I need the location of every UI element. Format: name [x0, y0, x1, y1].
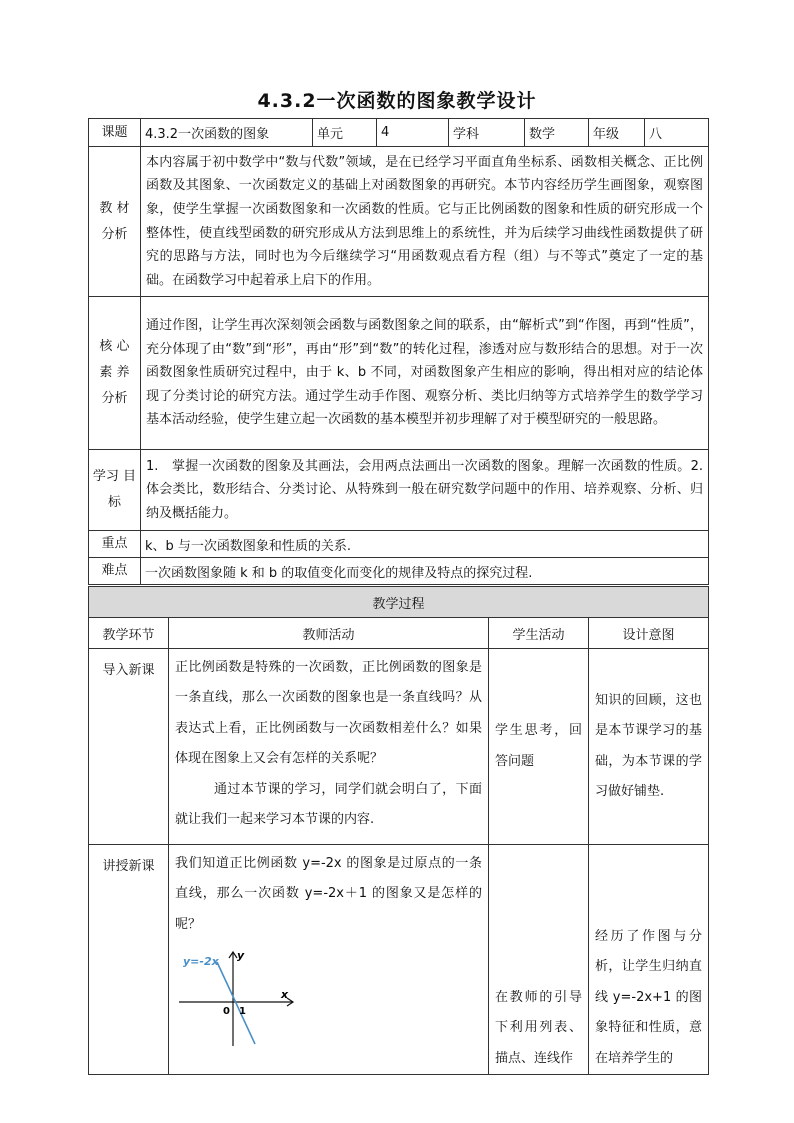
page-title: 4.3.2一次函数的图象教学设计: [257, 90, 537, 112]
grade-label: 年级: [589, 119, 645, 147]
unit-label: 单元: [313, 119, 377, 147]
intent-new: 经历了作图与分析，让学生归纳直线 y=-2x+1 的图象特征和性质，意在培养学生的: [589, 845, 709, 1075]
tick-one-label: 1: [239, 1006, 246, 1018]
key-label: 重点: [89, 531, 141, 558]
header-intent: 设计意图: [589, 618, 709, 649]
origin-label: 0: [223, 1006, 230, 1018]
goals-label: 学习 目标: [89, 450, 141, 531]
stage-new: 讲授新课: [89, 845, 169, 1075]
difficulty-text: 一次函数图象随 k 和 b 的取值变化而变化的规律及特点的探究过程.: [141, 558, 709, 585]
unit-value: 4: [377, 119, 449, 147]
subject-value: 数学: [525, 119, 589, 147]
y-axis-label: y: [237, 949, 245, 963]
intent-intro: 知识的回顾，这也是本节课学习的基础，为本节课的学习做好铺垫.: [589, 649, 709, 845]
literacy-text: 通过作图，让学生再次深刻领会函数与函数图象之间的联系，由“解析式”到“作图，再到“性质”，充分体现了由“数”到“形”，再由“形”到“数”的转化过程，渗透对应与数形结合的思想。对于一次函数图象性质研究过程中，由于 k、b 不同，对函数图象产生相应的影响，得出相对应的结论体现了分类讨论的研究方法。通过学生动手作图、观察分析、类比归纳等方式培养学生的数学学习基本活动经验，使学生建立起一次函数的基本模型并初步理解了对于模型研究的一般思路。: [141, 297, 709, 450]
teacher-intro: [169, 649, 489, 845]
header-student: 学生活动: [489, 618, 589, 649]
process-banner: 教学过程: [89, 587, 709, 618]
grade-value: 八: [645, 119, 709, 147]
student-new: 在教师的引导下利用列表、描点、连线作: [489, 845, 589, 1075]
literacy-label: 核 心 素 养 分析: [89, 297, 141, 450]
course-label: 课题: [89, 119, 141, 147]
teacher-new-p1: 我们知道正比例函数 y=-2x 的图象是过原点的一条直线，那么一次函数 y=-2x＋1 的图象又是怎样的呢？: [175, 856, 482, 932]
function-line: [217, 962, 255, 1044]
graph-y-neg2x: [175, 948, 315, 1048]
stage-intro: 导入新课: [89, 649, 169, 845]
teacher-new: [169, 845, 489, 1075]
x-axis-label: x: [281, 988, 289, 1002]
header-teacher: 教师活动: [169, 618, 489, 649]
difficulty-label: 难点: [89, 558, 141, 585]
analysis-label: 教 材 分析: [89, 147, 141, 297]
student-intro: 学生思考，回答问题: [489, 649, 589, 845]
teacher-intro-p1: 正比例函数是特殊的一次函数，正比例函数的图象是一条直线，那么一次函数的图象也是一条直线吗？从表达式上看，正比例函数与一次函数相差什么？如果体现在图象上又会有怎样的关系呢？: [175, 660, 482, 767]
subject-label: 学科: [449, 119, 525, 147]
analysis-text: 本内容属于初中数学中“数与代数”领域，是在已经学习平面直角坐标系、函数相关概念、正比例函数及其图象、一次函数定义的基础上对函数图象的再研究。本节内容经历学生画图象，观察图象，使学生掌握一次函数图象和一次函数的性质。它与正比例函数的图象和性质的研究形成一个整体性，使直线型函数的研究形成从方法到思维上的系统性，并为后续学习曲线性函数提供了研究的思路与方法，同时也为今后继续学习“用函数观点看方程（组）与不等式”奠定了一定的基础。在函数学习中起着承上启下的作用。: [141, 147, 709, 297]
goals-text: 1. 掌握一次函数的图象及其画法，会用两点法画出一次函数的图象。理解一次函数的性质。2.体会类比，数形结合、分类讨论、从特殊到一般在研究数学问题中的作用、培养观察、分析、归纳及概括能力。: [141, 450, 709, 531]
process-table: [88, 586, 709, 1075]
course-value: 4.3.2一次函数的图象: [141, 119, 313, 147]
header-stage: 教学环节: [89, 618, 169, 649]
info-table: [88, 118, 709, 585]
line-label: y=-2x: [183, 955, 219, 969]
teacher-intro-p2: 通过本节课的学习，同学们就会明白了，下面就让我们一起来学习本节课的内容.: [175, 781, 482, 828]
key-text: k、b 与一次函数图象和性质的关系.: [141, 531, 709, 558]
